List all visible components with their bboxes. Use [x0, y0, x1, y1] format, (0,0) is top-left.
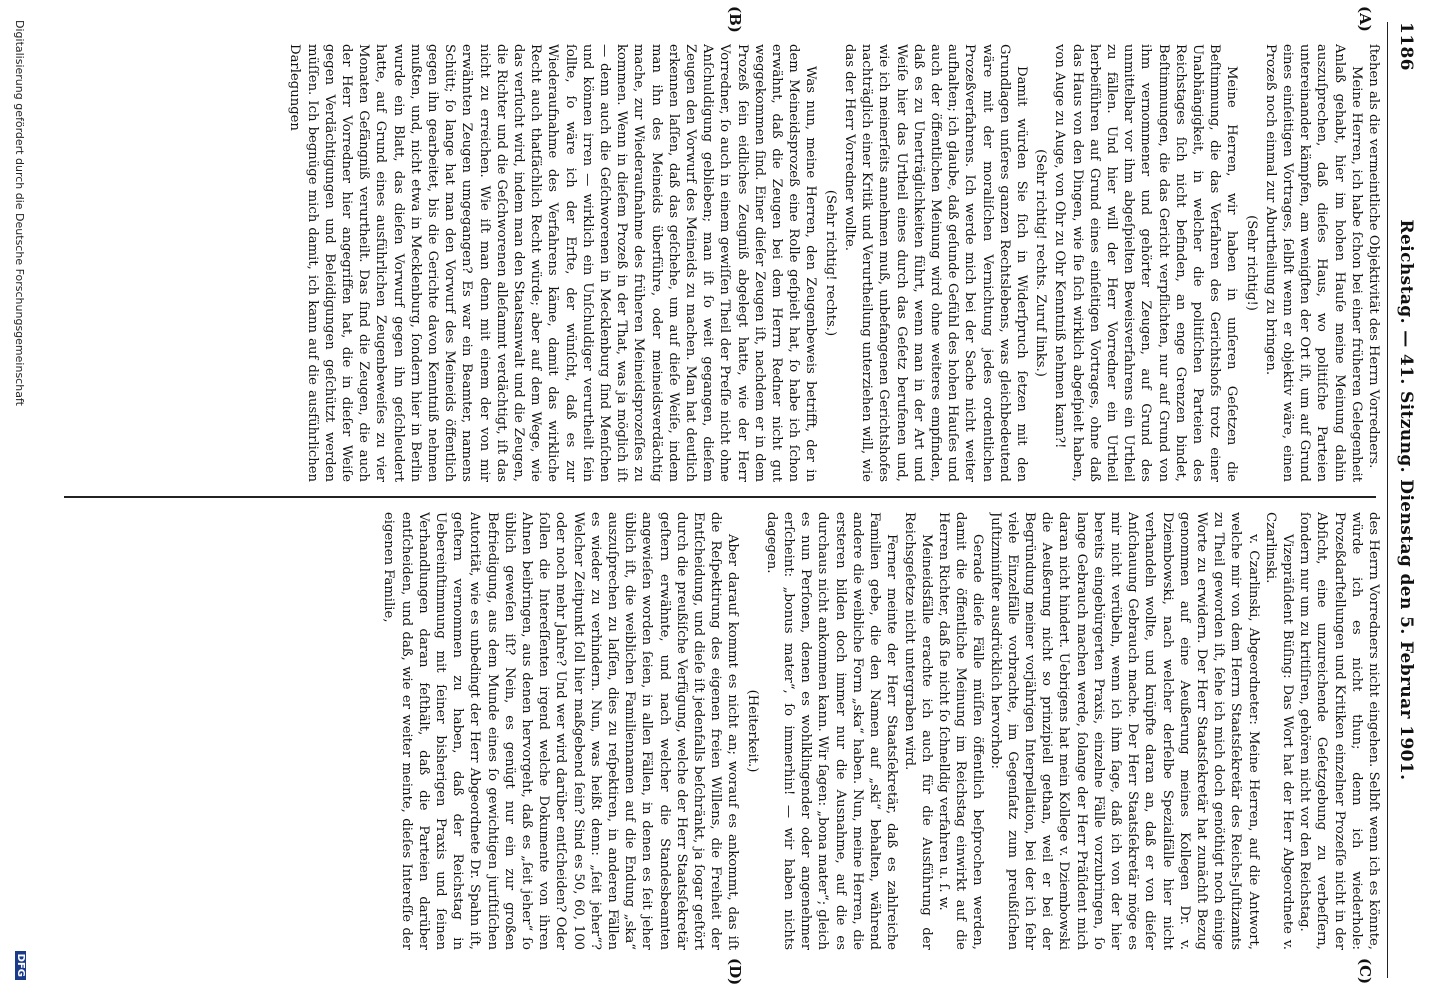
paragraph: ſtehen als die vermeintliche Objektivität des Herrn Vorredners. [1366, 44, 1381, 469]
header-rule [1387, 22, 1388, 978]
paragraph: Meineidsfälle erachte ich auch für die Ausführung der Reichsgeſetze nicht untergraben wird. [901, 512, 934, 950]
left-column [74, 44, 1382, 482]
page-header [1390, 22, 1420, 978]
margin-mark-b: (B) [726, 6, 744, 33]
column-divider [64, 496, 1376, 498]
digitization-footer [10, 20, 26, 980]
speaker-paragraph: Vizepräſident Büſing: Das Wort hat der Herr Abgeordnete v. Czarlinski. [1262, 512, 1295, 950]
interjection: (Sehr richtig! rechts. Zuruf links.) [1033, 149, 1049, 377]
paragraph: des Herrn Vorredners nicht eingehen. Selbſt wenn ich es könnte, würde ich es nicht thun; denn ich wiederhole: Prozeßdarſtellungen und Kritiken einzelner Prozeſſe nicht in der Abſicht, eine unzureichende Geſetzgebung zu verbeſſern, ſondern nur um zu kritiſiren, gehören nicht vor den Reichstag. [1297, 512, 1381, 950]
paragraph: Meine Herren, ich habe ſchon bei einer früheren Gelegenheit Anlaß gehabt, hier im hohen Hauſe meine Meinung dahin auszuſprechen, daß dieſes Haus, wo politiſche Parteien untereinander kämpfen, am wenigſten der Ort iſt, um auf Grund eines einſeitigen Vortrages, ſelbſt wenn er objektiv wäre, einen Prozeß noch einmal zur Aburtheilung zu bringen. [1262, 44, 1364, 482]
page-number: 1186 [1396, 22, 1416, 71]
paragraph: Damit würden Sie ſich in Widerſpruch ſetzen mit den Grundlagen unſeres ganzen Rechtslebens, was gleichbedeutend wäre mit der moraliſchen Vernichtung jedes ordentlichen Prozeßverfahrens. Ich werde mich bei der Sache nicht weiter aufhalten; ich glaube, daß geſunde Gefühl des hohen Hauſes und auch der öffentlichen Meinung wird ohne weiteres empfinden, daß es zu Unerträglichkeiten führt, wenn man in der Art und Weiſe hier das Urtheil eines durch das Geſetz berufenen und, wie ich meinerſeits annehmen muß, unbefangenen Gerichtshofes nachträglich einer Kritik und Verurtheilung unterziehen will, wie das der Herr Vorredner wollte. [841, 44, 1029, 482]
paragraph: Meine Herren, wir haben in unſeren Geſetzen die Beſtimmung, die das Verfahren des Gerichtshofs trotz einer Unabhängigkeit, in welcher die politiſchen Parteien des Reichstages ſich nicht befinden, an enge Grenzen bindet, Beſtimmungen, die das Gericht verpflichten, nur auf Grund von ihm vernommener und gehörter Zeugen, auf Grund des unmittelbar vor ihm abgeſpielten Beweisverfahrens ein Urtheil zu fällen. Und hier will der Herr Vorredner ein Urtheil herbeiführen auf Grund eines einſeitigen Vortrages, ohne daß das Haus von den Dingen, wie ſie ſich wirklich abgeſpielt haben, von Auge zu Auge, von Ohr zu Ohr Kenntniß nehmen kann?! [1052, 44, 1240, 482]
dfg-logo: DFG [15, 951, 26, 980]
margin-mark-d: (D) [726, 958, 744, 986]
interjection: (Heiterkeit.) [744, 689, 760, 773]
interjection: (Sehr richtig! rechts.) [822, 189, 838, 337]
margin-mark-c: (C) [1356, 958, 1374, 985]
speaker-paragraph: v. Czarlinski, Abgeordneter: Meine Herren, auf die Antwort, welche mir von dem Herrn Staatsſekretär des Reichs-Juſtizamts zu Theil geworden iſt, ſehe ich mich doch genöthigt noch einige Worte zu erwidern. Der Herr Staatsſekretär hat zunächſt Bezug genommen auf eine Aeußerung meines Kollegen Dr. v. Dziembowski, nach welcher derſelbe Spezialfälle hier nicht verhandeln wollte, und knüpfte daran an, daß er von dieſer Anſchauung Gebrauch mache. Der Herr Staatsſekretär möge es mir nicht verübeln, wenn ich ihm ſage, daß ich von der hier bereits eingebürgerten Praxis, einzelne Fälle vorzubringen, ſo lange Gebrauch machen werde, ſolange der Herr Präſident mich daran nicht hindert. Uebrigens hat mein Kollege v. Dziembowski die Aeußerung nicht so prinzipiell gethan, weil er bei der Begründung meiner vorjährigen Interpellation, bei der ich ſehr viele Einzelfälle vorbrachte, im Gegenſatz zum preußiſchen Juſtizminiſter ausdrücklich hervorhob: [987, 512, 1261, 950]
quotation: Gerade dieſe Fälle müſſen öffentlich beſprochen werden, damit die öffentliche Meinung im Reichstag einwirkt auf die Herren Richter, daß ſie nicht ſo ſchnelldig verfahren u. ſ. w. [935, 512, 986, 950]
digitization-note: Digitalisierung gefördert durch die Deutsche Forschungsgemeinschaft [13, 20, 26, 406]
paragraph: Ferner meinte der Herr Staatsſekretär, daß es zahlreiche Familien gebe, die den Namen auf „ski“ behalten, während andere die weibliche Form „ska“ haben. Nun, meine Herren, die ersteren bilden doch immer nur die Ausnahme, auf die es durchaus nicht ankommen kann. Wir ſagen: „bona mater“; gleich es nun Perſonen, denen es wohlklingender oder angenehmer erſcheint: „bonus mater“, ſo immerhin! — wir haben nichts dagegen. [763, 512, 900, 950]
right-column [74, 512, 1382, 950]
margin-mark-a: (A) [1356, 6, 1374, 32]
page-title: Reichstag. — 41. Sitzung. Dienstag den 5. Februar 1901. [1396, 219, 1416, 781]
interjection: (Sehr richtig!) [1243, 215, 1259, 311]
paragraph: Was nun, meine Herren, den Zeugenbeweis betrifft, der in dem Meineidsprozeß eine Rolle geſpielt hat, ſo habe ich ſchon erwähnt, daß die Zeugen bei dem Herrn Redner nicht gut weggekommen ſind. Einer dieſer Zeugen iſt, nachdem er in dem Prozeß ſein eidliches Zeugniß abgelegt hatte, wie der Herr Vorredner, ſo auch in einem gewiſſen Theil der Preſſe nicht ohne Anſchuldigung geblieben; man iſt ſo weit gegangen, dieſem Zeugen den Vorwurf des Meineids zu machen. Man hat deutlich erkennen laſſen, daß das geſchehe, um auf dieſe Weiſe, indem man ihn des Meineids überführe, oder meineidsverdächtig mache, zur Wiederaufnahme des früheren Meineidsprozeſſes zu kommen. Wenn in dieſem Prozeß in der That, was ja möglich iſt — denn auch die Geſchworenen in Mecklenburg ſind Menſchen und können irren — wirklich ein Unſchuldiger verurtheilt ſein ſollte, ſo wäre ich der Erſte, der wünſcht, daß es zur Wiederaufnahme des Verfahrens käme, damit das wirkliche Recht auch thatſächlich Recht würde; aber auf dem Wege, wie das verſucht wird, indem man den Staatsanwalt und die Zeugen, die Richter und die Geſchworenen alleſammt verdächtigt, iſt das nicht zu erreichen. Wie iſt man denn mit einem der von mir erwähnten Zeugen umgegangen? Es war ein Beamter, namens Schütt; ſo lange hat man den Vorwurf des Meineids öffentlich gegen ihn gearbeitet, bis die Gerichte davon Kenntniß nehmen mußten, und, nicht etwa in Mecklenburg, ſondern hier in Berlin wurde ein Blatt, das dieſen Vorwurf gegen ihn geſchleudert hatte, auf Grund eines ausführlichen Zeugenbeweiſes zu vier Monaten Gefängniß verurtheilt. Das ſind die Zeugen, die auch der Herr Vorredner hier angegriffen hat, die in dieſer Weiſe gegen Verdächtigungen und Beleidigungen geſchützt werden müſſen. Ich begnüge mich damit, ich kann auf die ausführlichen Darlegungen [287, 44, 819, 482]
paragraph: Aber darauf kommt es nicht an; worauf es ankommt, das iſt die Reſpektirung des eigenen freien Willens, die Freiheit der Entſcheidung, und dieſe iſt jedenfalls beſchränkt, ja ſogar geſtört durch die preußiſche Verfügung, welche der Herr Staatsſekretär geſtern erwähnte, und nach welcher die Standesbeamten angewieſen worden ſeien, in allen Fällen, in denen es ſeit jeher üblich iſt, die weiblichen Familiennamen auf die Endung „ska“ auszuſprechen zu laſſen, dies zu reſpektiren, in anderen Fällen es wieder zu verhindern. Nun, was heißt denn: „ſeit jeher“? Welcher Zeitpunkt ſoll hier maßgebend ſein? Sind es 50, 60, 100 oder noch mehr Jahre? Und wer wird darüber entſcheiden? Oder ſollen die Intereſſenten irgend welche Dokumente von ihren Ahnen beibringen, aus denen hervorgeht, daß es „ſeit jeher“ ſo üblich geweſen iſt? Nein, es genügt nur ein zur großen Befriedigung, aus dem Munde eines ſo gewichtigen juriſtiſchen Autorität, wie es unbedingt der Herr Abgeordnete Dr. Spahn iſt, geſtern vernommen zu haben, daß der Reichstag in Uebereinſtimmung mit ſeiner bisherigen Praxis und ſeinen Verhandlungen daran feſthält, daß die Parteien darüber entſcheiden, und daß, wie er weiter meinte, dieſes Intereſſe der eigenen Familie, [381, 512, 741, 950]
